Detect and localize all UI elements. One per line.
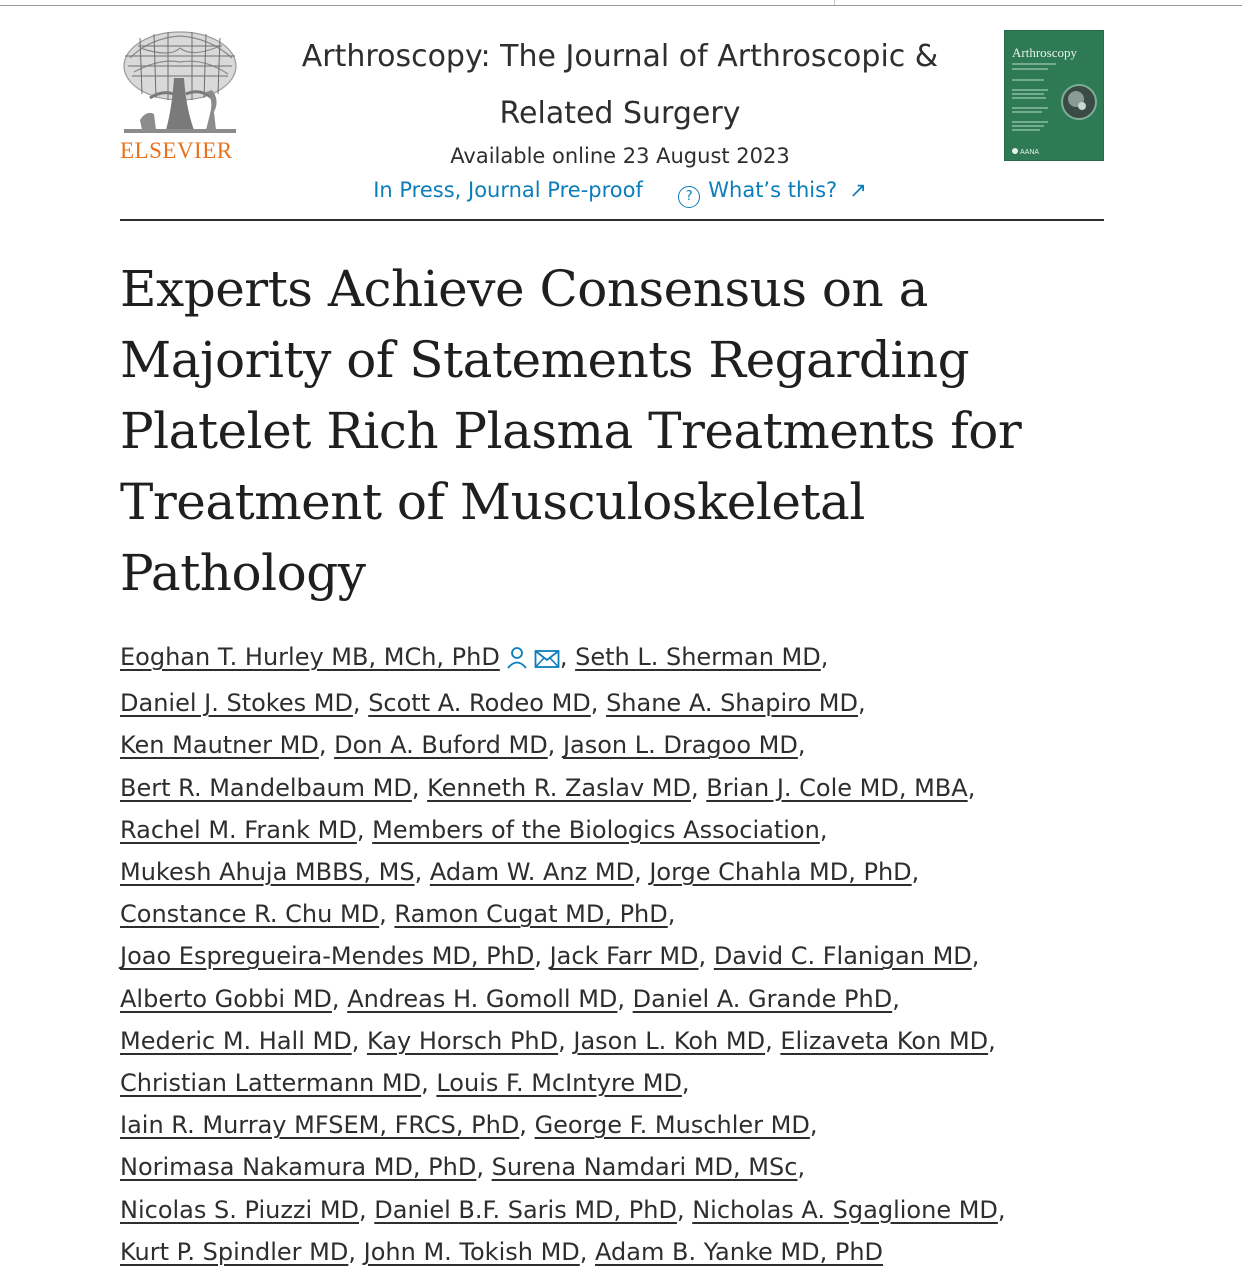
available-online-date: Available online 23 August 2023 xyxy=(450,144,790,168)
top-divider-tick xyxy=(834,0,835,5)
author-separator: , xyxy=(820,643,829,671)
author-link[interactable]: Nicholas A. Sgaglione MD xyxy=(692,1195,998,1224)
author-separator: , xyxy=(634,858,650,887)
author-line xyxy=(120,1104,1120,1146)
author-link[interactable]: Alberto Gobbi MD xyxy=(120,984,332,1013)
author-link[interactable]: Kenneth R. Zaslav MD xyxy=(427,773,691,802)
author-line xyxy=(120,1062,1120,1104)
author-line xyxy=(120,809,1120,851)
author-separator: , xyxy=(547,731,563,760)
author-link[interactable]: Don A. Buford MD xyxy=(334,731,548,760)
author-separator: , xyxy=(809,1111,818,1140)
author-link[interactable]: Iain R. Murray MFSEM, FRCS, PhD xyxy=(120,1111,520,1140)
person-icon[interactable] xyxy=(506,640,528,682)
author-separator: , xyxy=(667,900,676,929)
author-link[interactable]: Eoghan T. Hurley MB, MCh, PhD xyxy=(120,643,500,671)
author-separator: , xyxy=(797,1153,806,1182)
author-separator: , xyxy=(997,1195,1006,1224)
author-link[interactable]: Adam B. Yanke MD, PhD xyxy=(595,1237,884,1266)
author-separator: , xyxy=(331,984,348,1013)
author-separator: , xyxy=(359,1195,375,1224)
cover-badge: AANA xyxy=(1020,149,1040,156)
author-separator: , xyxy=(348,1237,364,1266)
in-press-label: In Press, Journal Pre-proof xyxy=(373,178,643,202)
author-link[interactable]: Bert R. Mandelbaum MD xyxy=(120,773,412,802)
author-separator: , xyxy=(534,942,550,971)
question-icon: ? xyxy=(678,186,700,208)
author-separator: , xyxy=(318,731,335,760)
author-line xyxy=(120,1146,1120,1188)
author-line xyxy=(120,851,1120,893)
author-separator: , xyxy=(379,900,395,929)
journal-header xyxy=(120,28,1104,220)
author-separator: , xyxy=(558,1026,574,1055)
author-separator: , xyxy=(892,984,900,1013)
publication-status xyxy=(270,178,970,208)
author-line xyxy=(120,636,1120,682)
article-title-line: Treatment of Musculoskeletal xyxy=(120,473,865,531)
author-separator: , xyxy=(411,773,428,802)
journal-info xyxy=(270,28,970,208)
author-link[interactable]: Rachel M. Frank MD xyxy=(120,815,357,844)
author-line xyxy=(120,893,1120,935)
article-title-line: Platelet Rich Plasma Treatments for xyxy=(120,402,1022,460)
author-separator: , xyxy=(351,1026,367,1055)
author-link[interactable]: John M. Tokish MD xyxy=(363,1237,580,1266)
author-link[interactable]: Surena Namdari MD, MSc xyxy=(491,1153,798,1182)
author-link[interactable]: Constance R. Chu MD xyxy=(120,900,380,929)
article-title-line: Pathology xyxy=(120,544,366,602)
journal-title-line-2[interactable]: Related Surgery xyxy=(499,96,741,131)
top-divider xyxy=(0,5,1242,6)
author-link[interactable]: Norimasa Nakamura MD, PhD xyxy=(120,1153,477,1182)
author-separator: , xyxy=(691,773,707,802)
author-separator: , xyxy=(356,815,373,844)
journal-title[interactable] xyxy=(270,28,970,142)
author-link[interactable]: Daniel A. Grande PhD xyxy=(632,984,893,1013)
author-link[interactable]: Andreas H. Gomoll MD xyxy=(347,984,618,1013)
author-list xyxy=(120,636,1120,1273)
article-title xyxy=(120,254,1080,609)
header-rule xyxy=(120,219,1104,221)
author-link[interactable]: Mederic M. Hall MD xyxy=(120,1026,352,1055)
author-separator: , xyxy=(819,815,828,844)
author-separator: , xyxy=(590,689,607,718)
author-link[interactable]: Kurt P. Spindler MD xyxy=(120,1237,349,1266)
author-line xyxy=(120,682,1120,724)
author-separator: , xyxy=(698,942,714,971)
author-separator: , xyxy=(988,1026,996,1055)
author-separator: , xyxy=(967,773,976,802)
author-link[interactable]: Jorge Chahla MD, PhD xyxy=(649,858,912,887)
author-separator: , xyxy=(421,1069,437,1098)
author-link[interactable]: Louis F. McIntyre MD xyxy=(436,1069,682,1098)
author-link[interactable]: George F. Muschler MD xyxy=(534,1111,810,1140)
author-separator: , xyxy=(857,689,866,718)
author-link[interactable]: David C. Flanigan MD xyxy=(713,942,972,971)
whats-this-label[interactable]: What’s this? xyxy=(708,178,838,202)
author-separator: , xyxy=(797,731,806,760)
author-separator: , xyxy=(911,858,920,887)
author-link[interactable]: Kay Horsch PhD xyxy=(366,1026,559,1055)
author-link[interactable]: Scott A. Rodeo MD xyxy=(368,689,591,718)
author-link[interactable]: Elizaveta Kon MD xyxy=(780,1026,989,1055)
author-link[interactable]: Jack Farr MD xyxy=(549,942,699,971)
author-link[interactable]: Daniel B.F. Saris MD, PhD xyxy=(374,1195,677,1224)
external-arrow-icon: ↗ xyxy=(849,178,867,202)
author-link[interactable]: Ken Mautner MD xyxy=(120,731,319,760)
elsevier-wordmark: ELSEVIER xyxy=(120,138,233,163)
author-line xyxy=(120,978,1120,1020)
author-line xyxy=(120,935,1120,977)
article-title-line: Majority of Statements Regarding xyxy=(120,331,970,389)
author-separator: , xyxy=(579,1237,596,1266)
author-separator: , xyxy=(414,858,430,887)
author-separator: , xyxy=(681,1069,690,1098)
author-separator: , xyxy=(559,643,576,671)
author-separator: , xyxy=(971,942,980,971)
cover-title: Arthroscopy xyxy=(1012,45,1077,60)
author-separator: , xyxy=(765,1026,781,1055)
author-separator: , xyxy=(352,689,369,718)
author-link[interactable]: Ramon Cugat MD, PhD xyxy=(394,900,668,929)
article-title-line: Experts Achieve Consensus on a xyxy=(120,260,928,318)
author-link[interactable]: Daniel J. Stokes MD xyxy=(120,689,353,718)
author-link[interactable]: Joao Espregueira-Mendes MD, PhD xyxy=(120,942,535,971)
author-separator: , xyxy=(476,1153,492,1182)
author-line xyxy=(120,1189,1120,1231)
author-link[interactable]: Mukesh Ahuja MBBS, MS xyxy=(120,858,415,887)
whats-this-link[interactable] xyxy=(678,178,867,202)
author-link[interactable]: Brian J. Cole MD, MBA xyxy=(706,773,968,802)
author-line xyxy=(120,1020,1120,1062)
author-separator: , xyxy=(617,984,633,1013)
envelope-icon[interactable] xyxy=(534,640,560,682)
author-separator: , xyxy=(519,1111,535,1140)
author-link[interactable]: Adam W. Anz MD xyxy=(429,858,635,887)
author-link[interactable]: Christian Lattermann MD xyxy=(120,1069,422,1098)
author-line xyxy=(120,767,1120,809)
author-line xyxy=(120,724,1120,766)
author-link[interactable]: Shane A. Shapiro MD xyxy=(606,689,858,718)
journal-title-line-1[interactable]: Arthroscopy: The Journal of Arthroscopic & xyxy=(301,39,939,74)
author-separator: , xyxy=(676,1195,693,1224)
author-link[interactable]: Jason L. Dragoo MD xyxy=(562,731,798,760)
author-link[interactable]: Seth L. Sherman MD xyxy=(575,643,821,671)
author-link[interactable]: Members of the Biologics Association xyxy=(372,815,820,844)
journal-cover-thumbnail[interactable] xyxy=(1004,30,1104,161)
author-link[interactable]: Nicolas S. Piuzzi MD xyxy=(120,1195,360,1224)
author-line xyxy=(120,1231,1120,1273)
author-link[interactable]: Jason L. Koh MD xyxy=(573,1026,766,1055)
